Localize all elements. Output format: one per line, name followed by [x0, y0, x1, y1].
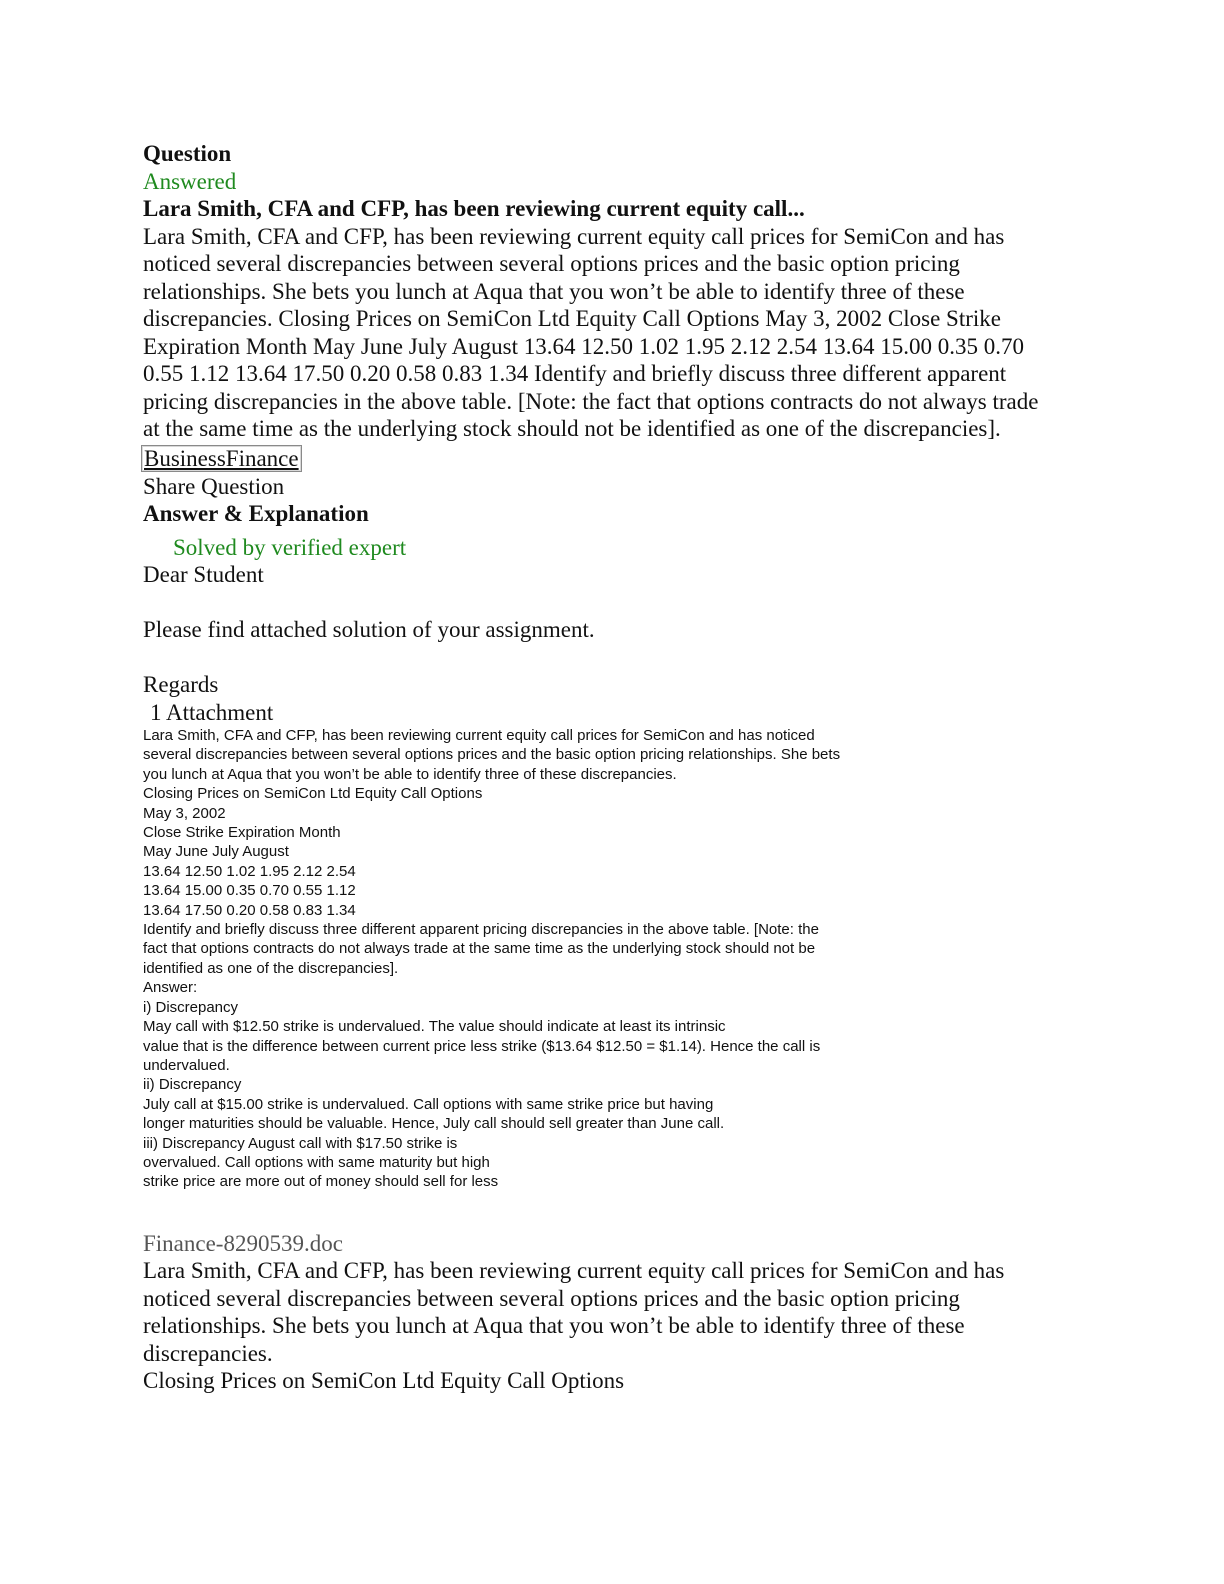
- attachment-line: ii) Discrepancy: [143, 1076, 242, 1094]
- document-page: [143, 140, 1083, 1395]
- attachment-line: value that is the difference between current price less strike ($13.64 $12.50 = $1.14). Hence the call is: [143, 1037, 821, 1055]
- attachment-line: iii) Discrepancy August call with $17.50 strike is: [143, 1134, 458, 1152]
- attachment-line: 13.64 17.50 0.20 0.58 0.83 1.34: [143, 901, 356, 919]
- share-question-link[interactable]: Share Question: [143, 473, 285, 499]
- subject-tag-link[interactable]: BusinessFinance: [141, 445, 302, 472]
- attachment-line: 13.64 15.00 0.35 0.70 0.55 1.12: [143, 882, 356, 900]
- file-preview-line: discrepancies.: [143, 1340, 273, 1366]
- attachment-line: strike price are more out of money should sell for less: [143, 1173, 499, 1191]
- question-body-line: at the same time as the underlying stock should not be identified as one of the discrepancies].: [143, 416, 1001, 441]
- question-body-line: discrepancies. Closing Prices on SemiCon Ltd Equity Call Options May 3, 2002 Close Strike: [143, 306, 1001, 331]
- attachment-line: 13.64 12.50 1.02 1.95 2.12 2.54: [143, 862, 356, 880]
- attachment-line: identified as one of the discrepancies].: [143, 959, 399, 977]
- question-body-line: Lara Smith, CFA and CFP, has been reviewing current equity call prices for SemiCon and has: [143, 223, 1005, 249]
- file-preview-line: Lara Smith, CFA and CFP, has been reviewing current equity call prices for SemiCon and has: [143, 1258, 1005, 1284]
- attachment-line: you lunch at Aqua that you won’t be able to identify three of these discrepancies.: [143, 765, 677, 783]
- attachment-content: [143, 726, 1083, 1192]
- attachment-line: Lara Smith, CFA and CFP, has been reviewing current equity call prices for SemiCon and has noticed: [143, 727, 815, 744]
- spacer: [143, 589, 1083, 617]
- answer-greeting: Dear Student: [143, 562, 264, 587]
- attachment-line: overvalued. Call options with same maturity but high: [143, 1153, 490, 1171]
- question-body-line: Expiration Month May June July August 13.64 12.50 1.02 1.95 2.12 2.54 13.64 15.00 0.35 0.70: [143, 333, 1025, 359]
- attachment-line: May call with $12.50 strike is undervalued. The value should indicate at least its intrinsic: [143, 1018, 726, 1036]
- attachment-line: May 3, 2002: [143, 804, 226, 822]
- attachment-line: longer maturities should be valuable. Hence, July call should sell greater than June call.: [143, 1115, 725, 1133]
- question-body-line: pricing discrepancies in the above table. [Note: the fact that options contracts do not always trade: [143, 388, 1039, 414]
- attachment-count-link[interactable]: 1 Attachment: [150, 699, 274, 725]
- question-body-line: relationships. She bets you lunch at Aqua that you won’t be able to identify three of these: [143, 278, 965, 304]
- spacer: [143, 644, 1083, 672]
- question-body-line: 0.55 1.12 13.64 17.50 0.20 0.58 0.83 1.34 Identify and briefly discuss three different apparent: [143, 361, 1007, 386]
- file-preview-line: noticed several discrepancies between several options prices and the basic option pricing: [143, 1285, 960, 1311]
- attachment-line: several discrepancies between several options prices and the basic option pricing relationships. She bets: [143, 746, 841, 764]
- attachment-line: i) Discrepancy: [143, 998, 239, 1016]
- answer-message: Please find attached solution of your assignment.: [143, 617, 595, 642]
- answer-heading: Answer & Explanation: [143, 501, 369, 526]
- verified-expert-label: Solved by verified expert: [173, 534, 407, 560]
- answer-closing: Regards: [143, 672, 219, 697]
- question-title: Lara Smith, CFA and CFP, has been reviewing current equity call...: [143, 196, 805, 221]
- attachment-line: Identify and briefly discuss three different apparent pricing discrepancies in the above table. [Note: the: [143, 921, 819, 939]
- attachment-line: Answer:: [143, 979, 198, 997]
- attachment-line: undervalued.: [143, 1056, 230, 1074]
- file-preview-line: relationships. She bets you lunch at Aqua that you won’t be able to identify three of these: [143, 1313, 965, 1339]
- answered-status: Answered: [143, 168, 237, 194]
- question-section: [143, 140, 1083, 726]
- question-heading: Question: [143, 141, 232, 166]
- attachment-line: Closing Prices on SemiCon Ltd Equity Call Options: [143, 785, 483, 803]
- attachment-file-link[interactable]: Finance-8290539.doc: [143, 1230, 343, 1256]
- file-preview: [143, 1230, 1083, 1395]
- attachment-line: fact that options contracts do not always trade at the same time as the underlying stock should not be: [143, 940, 816, 958]
- question-body: [143, 223, 1083, 443]
- attachment-line: Close Strike Expiration Month: [143, 824, 341, 842]
- question-body-line: noticed several discrepancies between several options prices and the basic option pricing: [143, 251, 960, 276]
- attachment-line: July call at $15.00 strike is undervalued. Call options with same strike price but having: [143, 1095, 714, 1113]
- file-preview-line: Closing Prices on SemiCon Ltd Equity Call Options: [143, 1368, 625, 1394]
- attachment-line: May June July August: [143, 843, 289, 861]
